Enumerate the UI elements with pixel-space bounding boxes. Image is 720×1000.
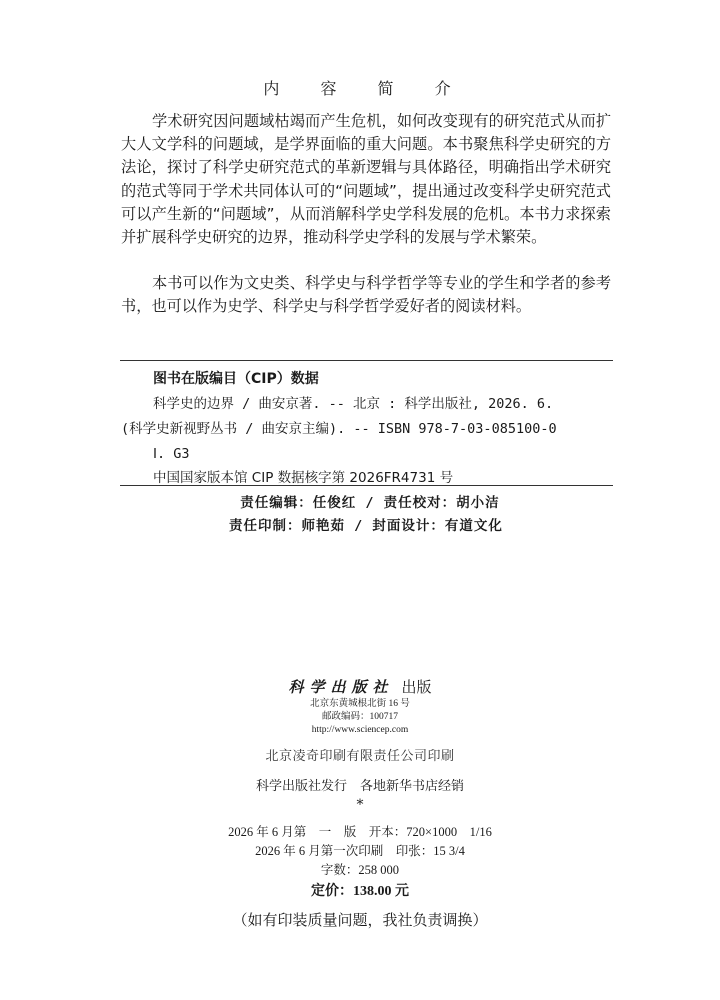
cip-line-4: 中国国家版本馆 CIP 数据核字第 2026FR4731 号 [153,470,454,486]
publisher-logo: 科学出版社 [288,678,394,696]
cip-line-1: 科学史的边界 / 曲安京著. -- 北京 : 科学出版社, 2026. 6. [153,396,554,412]
separator-star: * [356,797,364,813]
printer-line: 北京凌奇印刷有限责任公司印刷 [265,749,455,764]
publisher-address: 北京东黄城根北街 16 号 [310,699,410,709]
price-line: 定价：138.00 元 [311,884,409,899]
cip-line-3: Ⅰ. G3 [153,446,190,462]
staff-line-2: 责任印制：师艳茹 / 封面设计：有道文化 [229,518,503,534]
publisher-url: http://www.sciencep.com [311,725,409,735]
publisher-line [0,676,720,697]
distribution-line: 科学出版社发行 各地新华书店经销 [255,779,464,794]
page-title: 内 容 简 介 [263,79,469,98]
cip-bottom-rule [120,485,613,486]
quality-note: （如有印装质量问题，我社负责调换） [232,911,488,929]
publisher-suffix: 出版 [401,678,432,696]
cip-line-2: (科学史新视野丛书 / 曲安京主编). -- ISBN 978-7-03-085100-0 [121,421,557,437]
cip-heading: 图书在版编目（CIP）数据 [153,371,319,387]
staff-line-1: 责任编辑：任俊红 / 责任校对：胡小洁 [240,495,500,511]
cip-top-rule [120,360,613,361]
edition-line-2: 2026 年 6 月第一次印刷 印张：15 3/4 [255,844,465,858]
edition-line-1: 2026 年 6 月第 一 版 开本：720×1000 1/16 [228,825,492,839]
publisher-postcode: 邮政编码：100717 [321,712,398,722]
intro-paragraph-1: 学术研究因问题域枯竭而产生危机，如何改变现有的研究范式从而扩大人文学科的问题域，是学界面临的重大问题。本书聚焦科学史研究的方法论，探讨了科学史研究范式的革新逻辑与具体路径，明确指出学术研究的范式等同于学术共同体认可的“问题域”，提出通过改变科学史研究范式可以产生新的“问题域”，从而消解科学史学科发展的危机。本书力求探索并扩展科学史研究的边界，推动科学史学科的发展与学术繁荣。 [121,112,611,247]
intro-paragraph-2: 本书可以作为文史类、科学史与科学哲学等专业的学生和学者的参考书，也可以作为史学、科学史与科学哲学爱好者的阅读材料。 [121,274,611,316]
edition-line-3: 字数：258 000 [320,863,400,877]
